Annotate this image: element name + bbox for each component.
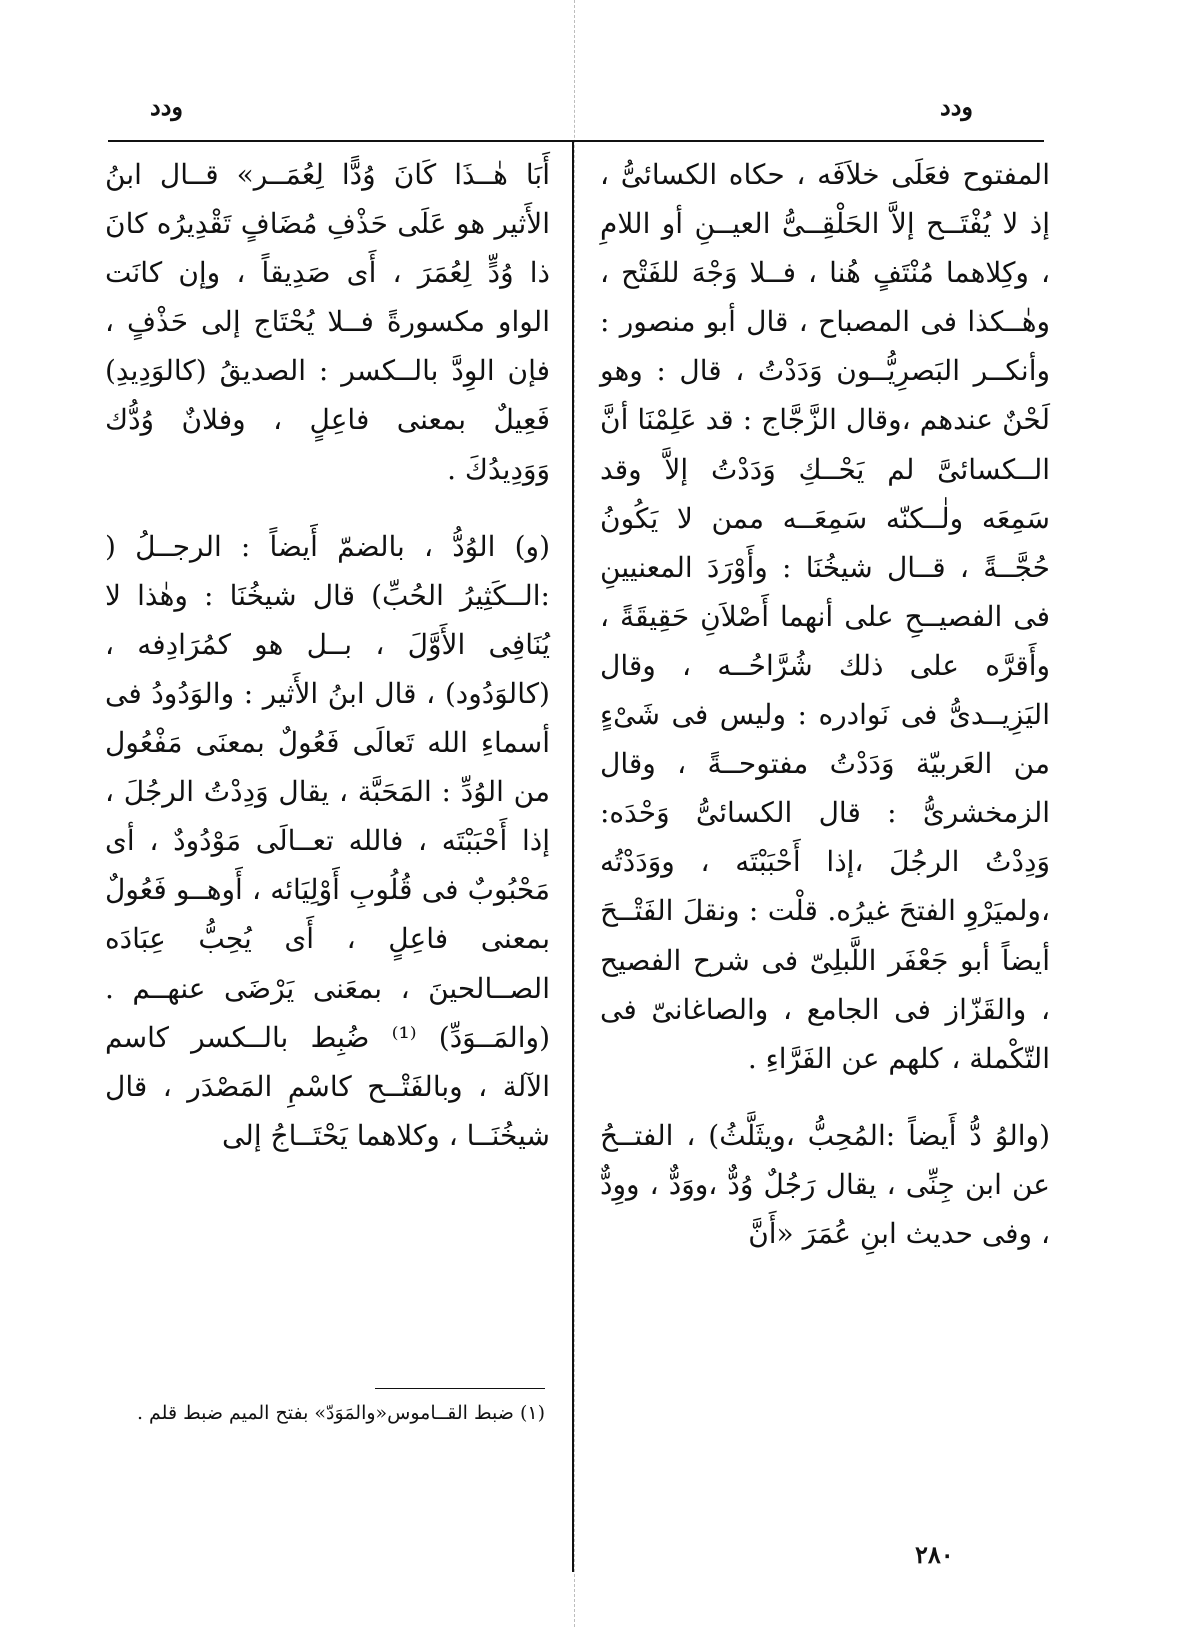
right-column bbox=[600, 150, 1050, 1258]
running-header-left: ودد bbox=[150, 92, 183, 121]
left-column bbox=[105, 150, 550, 1160]
left-column-paragraph-1: أَبَا هٰــذَا كَانَ وُدًّا لِعُمَــر» قــال ابنُ الأَثير هو عَلَى حَذْفِ مُضَافٍ تَقْدِيرُه كانَ ذا وُدٍّ لِعُمَرَ ، أَى صَدِيقاً ، وإن كانَت الواو مكسورةً فــلا يُحْتَاج إلى حَذْفٍ ، فإن الوِدَّ بالــكسر : الصديقُ (كالوَدِيدِ) فَعِيلٌ بمعنى فاعِلٍ ، وفلانٌ وُدُّك وَوَدِيدُكَ . bbox=[105, 158, 550, 486]
column-divider bbox=[572, 142, 574, 1572]
header-rule bbox=[108, 140, 1044, 142]
right-column-paragraph-1: المفتوح فعَلَى خلاَفَه ، حكاه الكسائىُّ ، إذ لا يُفْتَــح إلاَّ الحَلْقِــىُّ العيــنِ أو اللامِ ، وكِلاهما مُنْتَفٍ هُنا ، فــلا وَجْهَ للفَتْح ، وهٰــكذا فى المصباح ، قال أبو منصور : وأنكــر البَصرِيُّــون وَدَدْتُ ، قال : وهو لَحْنٌ عندهم ،وقال الزَّجَّاج : قد عَلِمْنَا أنَّ الــكسائىَّ لم يَحْــكِ وَدَدْتُ إلاَّ وقد سَمِعَه ولٰــكنّه سَمِعَــه ممن لا يَكُونُ حُجَّــةً ، قــال شيخُنَا : وأَوْرَدَ المعنيينِ فى الفصيــحِ على أنهما أَصْلاَنِ حَقِيقَةً ، وأَقرَّه على ذلك شُرَّاحُــه ، وقال اليَزِيــدىُّ فى نَوادره : وليس فى شَىْءٍ من العَربيّة وَدَدْتُ مفتوحــةً ، وقال الزمخشرىُّ : قال الكسائىُّ وَحْدَه: وَدِدْتُ الرجُلَ ،إذا أَحْبَبْتَه ، ووَدَدْتُه ،ولميَرْوِ الفتحَ غيرُه. قلْت : ونقلَ الفَتْــحَ أيضاً أبو جَعْفَر اللَّبلِىّ فى شرح الفصيح ، والقَزّاز فى الجامع ، والصاغانىّ فى التّكْملة ، كلهم عن الفَرَّاءِ . bbox=[600, 158, 1050, 1075]
footnote: (١) ضبط القــاموس«والمَوَدّ» بفتح الميم ضبط قلم . bbox=[136, 1402, 545, 1424]
paragraph-gap bbox=[600, 1083, 1050, 1111]
running-header-right: ودد bbox=[940, 92, 973, 121]
footnote-rule bbox=[375, 1388, 545, 1389]
paragraph-gap bbox=[105, 494, 550, 522]
page-number: ٢٨٠ bbox=[915, 1540, 954, 1569]
right-column-paragraph-2: (والوُ دُّ أَيضاً :المُحِبُّ ،ويثَلَّثُ) ، الفتــحُ عن ابن جِنِّى ، يقال رَجُلٌ وُدٌّ ،ووَدٌّ ، ووِدٌّ ، وفى حديث ابنِ عُمَرَ «أَنَّ bbox=[600, 1118, 1050, 1250]
left-column-paragraph-2: (و) الوُدُّ ، بالضمّ أَيضاً : الرجــلُ ( :الــكَثِيرُ الحُبِّ) قال شيخُنَا : وهٰذا لا يُنَافِى الأَوَّلَ ، بــل هو كمُرَادِفه ، (كالوَدُود) ، قال ابنُ الأَثير : والوَدُودُ فى أسماءِ الله تَعالَى فَعُولٌ بمعنَى مَفْعُول من الوُدِّ : المَحَبَّة ، يقال وَدِدْتُ الرجُلَ ، إذا أَحْبَبْتَه ، فالله تعــالَى مَوْدُودٌ ، أى مَحْبُوبٌ فى قُلُوبِ أَوْلِيَائه ، أَوهــو فَعُولٌ بمعنى فاعِلٍ ، أَى يُحِبُّ عِبَادَه الصــالحينَ ، بمعَنى يَرْضَى عنهــم . (والمَــوَدِّ) ⁽¹⁾ ضُبِط بالــكسر كاسم الآلة ، وبالفَتْــح كاسْمِ المَصْدَر ، قال شيخُنَــا ، وكلاهما يَحْتَــاجُ إلى bbox=[105, 529, 550, 1152]
page-fold-line bbox=[574, 0, 575, 1627]
